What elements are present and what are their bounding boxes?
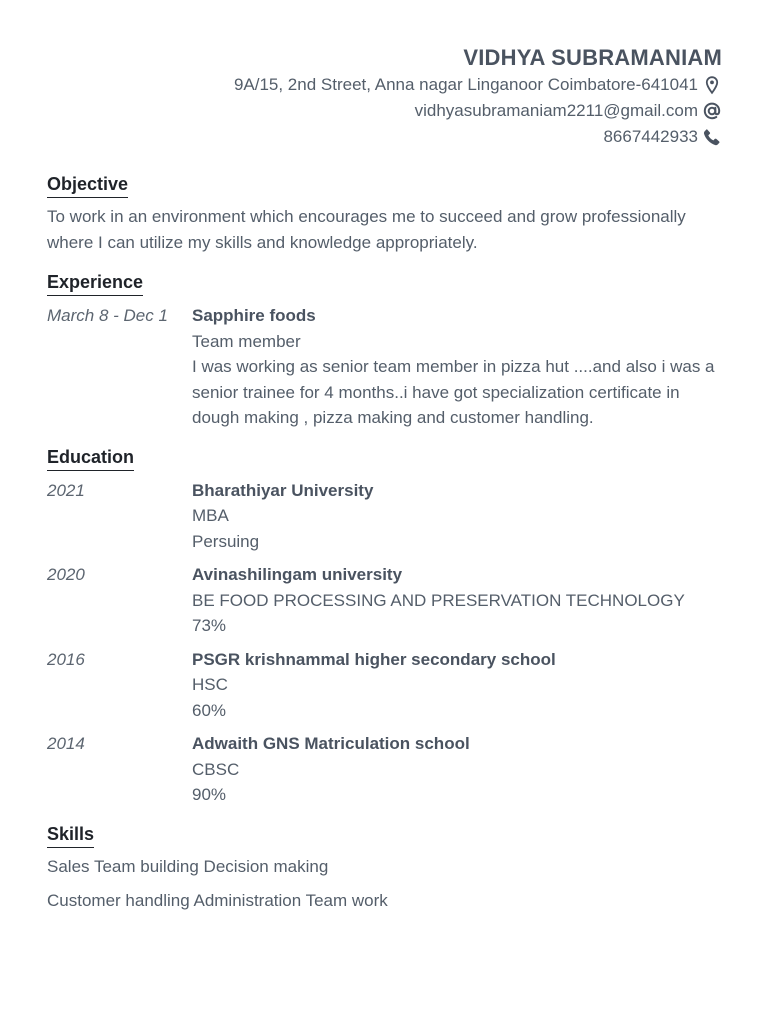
phone-line (47, 124, 722, 150)
skills-line: Sales Team building Decision making (47, 856, 329, 876)
education-year: 2016 (47, 649, 85, 669)
email-line (47, 98, 722, 124)
education-score: 73% (192, 616, 227, 635)
address-line (47, 72, 722, 98)
at-sign-icon (702, 101, 722, 121)
phone-text[interactable]: 8667442933 (603, 127, 698, 146)
phone-icon (702, 127, 722, 147)
education-section (47, 445, 722, 808)
experience-company: Sapphire foods (192, 306, 316, 325)
objective-section (47, 172, 722, 256)
education-body (192, 478, 722, 555)
education-year: 2014 (47, 734, 85, 753)
resume-header (47, 44, 722, 150)
experience-section (47, 270, 722, 431)
experience-description: I was working as senior team member in pizza hut ....and also i was a senior trainee for 4 months..i have got specialization certificate in dough making , pizza making and customer handling. (192, 357, 715, 427)
skills-line: Customer handling Administration Team work (47, 890, 388, 910)
objective-text: To work in an environment which encourages me to succeed and grow professionally where I can utilize my skills and knowledge appropriately. (47, 207, 686, 252)
skills-section (47, 822, 722, 913)
education-heading: Education (47, 445, 134, 471)
education-institution: PSGR krishnammal higher secondary school (192, 649, 556, 669)
experience-date: March 8 - Dec 1 (47, 306, 168, 325)
education-degree: MBA (192, 506, 229, 525)
education-body (192, 562, 722, 639)
education-institution: Adwaith GNS Matriculation school (192, 734, 470, 753)
experience-heading: Experience (47, 270, 143, 296)
skills-heading: Skills (47, 822, 94, 848)
education-body (192, 731, 722, 808)
education-year: 2020 (47, 565, 85, 584)
experience-role: Team member (192, 331, 301, 351)
education-body (192, 647, 722, 724)
experience-body (192, 303, 722, 431)
email-text[interactable]: vidhyasubramaniam2211@gmail.com (414, 101, 698, 120)
education-entry (47, 562, 722, 639)
education-degree: CBSC (192, 759, 240, 779)
education-entry (47, 478, 722, 555)
experience-entry (47, 303, 722, 431)
education-entry (47, 647, 722, 724)
education-score: Persuing (192, 531, 260, 551)
education-score: 60% (192, 700, 227, 720)
education-institution: Bharathiyar University (192, 480, 374, 500)
candidate-name: VIDHYA SUBRAMANIAM (463, 45, 722, 70)
education-degree: BE FOOD PROCESSING AND PRESERVATION TECHNOLOGY (192, 590, 685, 610)
education-entry (47, 731, 722, 808)
objective-heading: Objective (47, 172, 128, 198)
resume-page (47, 44, 722, 913)
education-institution: Avinashilingam university (192, 565, 403, 584)
education-year: 2021 (47, 480, 85, 500)
education-degree: HSC (192, 675, 228, 694)
map-pin-icon (702, 75, 722, 95)
address-text: 9A/15, 2nd Street, Anna nagar Linganoor Coimbatore-641041 (233, 75, 698, 94)
education-score: 90% (192, 785, 227, 804)
